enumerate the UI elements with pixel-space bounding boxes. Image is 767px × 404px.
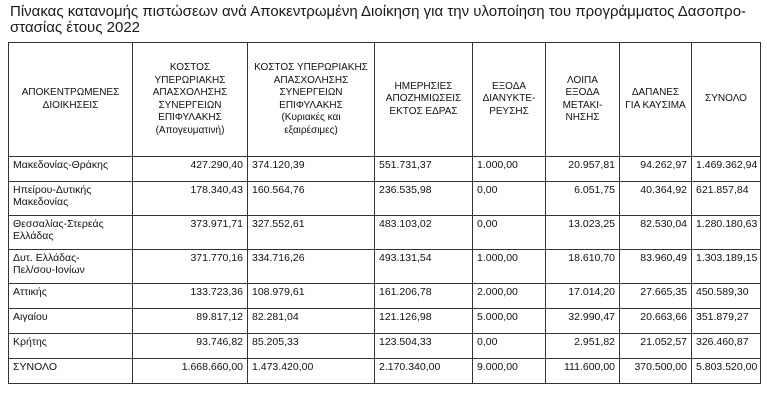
allocation-table xyxy=(8,42,761,384)
column-header-line: ΕΞΟΔΑ xyxy=(565,87,600,98)
region-cell xyxy=(9,309,133,334)
title-line-2: στασίας έτους 2022 xyxy=(10,19,141,36)
value-cell: 374.120,39 xyxy=(248,157,375,182)
column-header-line: εξαιρέσιμες) xyxy=(284,124,338,136)
table-row xyxy=(9,250,761,284)
value-cell: 94.262,97 xyxy=(620,157,692,182)
table-row xyxy=(9,157,761,182)
column-header-line: ΥΠΕΡΩΡΙΑΚΗΣ xyxy=(154,74,226,86)
value-cell: 20.957,81 xyxy=(546,157,620,182)
column-header-line: ΝΗΣΗΣ xyxy=(565,112,600,123)
value-cell: 123.504,33 xyxy=(375,334,473,359)
document-title xyxy=(10,4,762,36)
column-header-line: ΕΞΟΔΑ xyxy=(491,80,527,92)
value-cell: 6.051,75 xyxy=(546,182,620,216)
column-header-line: ΣΥΝΕΡΓΕΙΩΝ xyxy=(279,87,343,98)
column-header-line: ΣΥΝΕΡΓΕΙΩΝ xyxy=(158,99,222,111)
value-cell: 9.000,00 xyxy=(473,359,546,384)
column-header-line: (Κυριακές και xyxy=(281,112,341,123)
value-cell: 373.971,71 xyxy=(133,216,248,250)
column-header-line: ΑΠΟΚΕΝΤΡΩΜΕΝΕΣ xyxy=(21,87,120,98)
region-name-line: Αιγαίου xyxy=(13,311,48,323)
value-cell: 82.530,04 xyxy=(620,216,692,250)
value-cell: 1.469.362,94 xyxy=(692,157,761,182)
value-cell: 121.126,98 xyxy=(375,309,473,334)
column-header-line: ΔΙΑΝΥΚΤΕ- xyxy=(482,93,536,105)
value-cell: 1.000,00 xyxy=(473,157,546,182)
value-cell: 493.131,54 xyxy=(375,250,473,284)
column-header xyxy=(692,43,761,157)
column-header xyxy=(9,43,133,157)
value-cell: 370.500,00 xyxy=(620,359,692,384)
header-row xyxy=(9,43,761,157)
value-cell: 89.817,12 xyxy=(133,309,248,334)
column-header-line: ΕΠΙΦΥΛΑΚΗΣ xyxy=(158,112,222,123)
value-cell: 621.857,84 xyxy=(692,182,761,216)
column-header-line: ΑΠΑΣΧΟΛΗΣΗΣ xyxy=(152,87,228,98)
value-cell: 450.589,30 xyxy=(692,284,761,309)
column-header-line: ΕΠΙΦΥΛΑΚΗΣ xyxy=(279,99,343,111)
value-cell: 108.979,61 xyxy=(248,284,375,309)
region-cell xyxy=(9,216,133,250)
value-cell: 551.731,37 xyxy=(375,157,473,182)
region-name-line: Αττικής xyxy=(13,286,47,298)
value-cell: 327.552,61 xyxy=(248,216,375,250)
value-cell: 82.281,04 xyxy=(248,309,375,334)
region-cell xyxy=(9,359,133,384)
column-header xyxy=(473,43,546,157)
column-header-line: ΑΠΟΖΗΜΙΩΣΕΙΣ xyxy=(385,93,462,105)
value-cell: 111.600,00 xyxy=(546,359,620,384)
column-header xyxy=(620,43,692,157)
value-cell: 32.990,47 xyxy=(546,309,620,334)
region-name-line: Δυτ. Ελλάδας- xyxy=(13,252,80,264)
value-cell: 40.364,92 xyxy=(620,182,692,216)
column-header xyxy=(375,43,473,157)
column-header xyxy=(248,43,375,157)
column-header-line: ΗΜΕΡΗΣΙΕΣ xyxy=(394,80,453,92)
table-row xyxy=(9,284,761,309)
column-header-line: ΚΟΣΤΟΣ xyxy=(169,62,211,73)
value-cell: 0,00 xyxy=(473,334,546,359)
value-cell: 0,00 xyxy=(473,182,546,216)
value-cell: 2.951,82 xyxy=(546,334,620,359)
value-cell: 1.473.420,00 xyxy=(248,359,375,384)
value-cell: 160.564,76 xyxy=(248,182,375,216)
value-cell: 85.205,33 xyxy=(248,334,375,359)
region-name-line: Μακεδονίας-Θράκης xyxy=(13,159,109,171)
region-name-line: Ηπείρου-Δυτικής xyxy=(13,184,92,196)
value-cell: 20.663,66 xyxy=(620,309,692,334)
column-header-line: ΕΚΤΟΣ ΕΔΡΑΣ xyxy=(389,105,458,117)
table-row xyxy=(9,309,761,334)
value-cell: 27.665,35 xyxy=(620,284,692,309)
region-cell xyxy=(9,334,133,359)
value-cell: 161.206,78 xyxy=(375,284,473,309)
value-cell: 178.340,43 xyxy=(133,182,248,216)
value-cell: 18.610,70 xyxy=(546,250,620,284)
value-cell: 483.103,02 xyxy=(375,216,473,250)
region-cell xyxy=(9,250,133,284)
value-cell: 1.668.660,00 xyxy=(133,359,248,384)
table-row xyxy=(9,359,761,384)
value-cell: 0,00 xyxy=(473,216,546,250)
value-cell: 5.000,00 xyxy=(473,309,546,334)
column-header-line: ΡΕΥΣΗΣ xyxy=(489,105,529,117)
region-name-line: Θεσσαλίας-Στερεάς xyxy=(13,218,104,230)
region-cell xyxy=(9,284,133,309)
value-cell: 2.000,00 xyxy=(473,284,546,309)
column-header-line: ΣΥΝΟΛΟ xyxy=(705,93,747,105)
column-header xyxy=(133,43,248,157)
value-cell: 326.460,87 xyxy=(692,334,761,359)
region-name-line: ΣΥΝΟΛΟ xyxy=(13,361,58,373)
value-cell: 1.000,00 xyxy=(473,250,546,284)
column-header-line: (Απογευματινή) xyxy=(155,124,225,136)
column-header-line: ΓΙΑ ΚΑΥΣΙΜΑ xyxy=(625,99,686,111)
column-header xyxy=(546,43,620,157)
column-header-line: ΚΟΣΤΟΣ ΥΠΕΡΩΡΙΑΚΗΣ xyxy=(254,62,368,73)
value-cell: 1.303.189,15 xyxy=(692,250,761,284)
region-name-line: Κρήτης xyxy=(13,336,47,348)
column-header-line: ΜΕΤΑΚΙ- xyxy=(562,99,603,111)
table-row xyxy=(9,182,761,216)
table-row xyxy=(9,334,761,359)
column-header-line: ΑΠΑΣΧΟΛΗΣΗΣ xyxy=(273,74,349,86)
region-cell xyxy=(9,157,133,182)
region-name-line: Πελ/σου-Ιονίων xyxy=(13,264,85,276)
title-line-1: Πίνακας κατανομής πιστώσεων ανά Αποκεντρωμένη Διοίκηση για την υλοποίηση του προγράμματος Δασοπρο- xyxy=(10,3,747,20)
value-cell: 2.170.340,00 xyxy=(375,359,473,384)
value-cell: 371.770,16 xyxy=(133,250,248,284)
table-body xyxy=(9,157,761,384)
value-cell: 236.535,98 xyxy=(375,182,473,216)
value-cell: 427.290,40 xyxy=(133,157,248,182)
value-cell: 5.803.520,00 xyxy=(692,359,761,384)
value-cell: 93.746,82 xyxy=(133,334,248,359)
value-cell: 1.280.180,63 xyxy=(692,216,761,250)
value-cell: 351.879,27 xyxy=(692,309,761,334)
column-header-line: ΔΙΟΙΚΗΣΕΙΣ xyxy=(42,99,99,111)
value-cell: 21.052,57 xyxy=(620,334,692,359)
region-name-line: Ελλάδας xyxy=(13,230,54,242)
column-header-line: ΔΑΠΑΝΕΣ xyxy=(631,87,680,98)
value-cell: 83.960,49 xyxy=(620,250,692,284)
region-name-line: Μακεδονίας xyxy=(13,196,69,208)
column-header-line: ΛΟΙΠΑ xyxy=(567,74,598,86)
value-cell: 13.023,25 xyxy=(546,216,620,250)
region-cell xyxy=(9,182,133,216)
value-cell: 17.014,20 xyxy=(546,284,620,309)
value-cell: 133.723,36 xyxy=(133,284,248,309)
value-cell: 334.716,26 xyxy=(248,250,375,284)
table-row xyxy=(9,216,761,250)
